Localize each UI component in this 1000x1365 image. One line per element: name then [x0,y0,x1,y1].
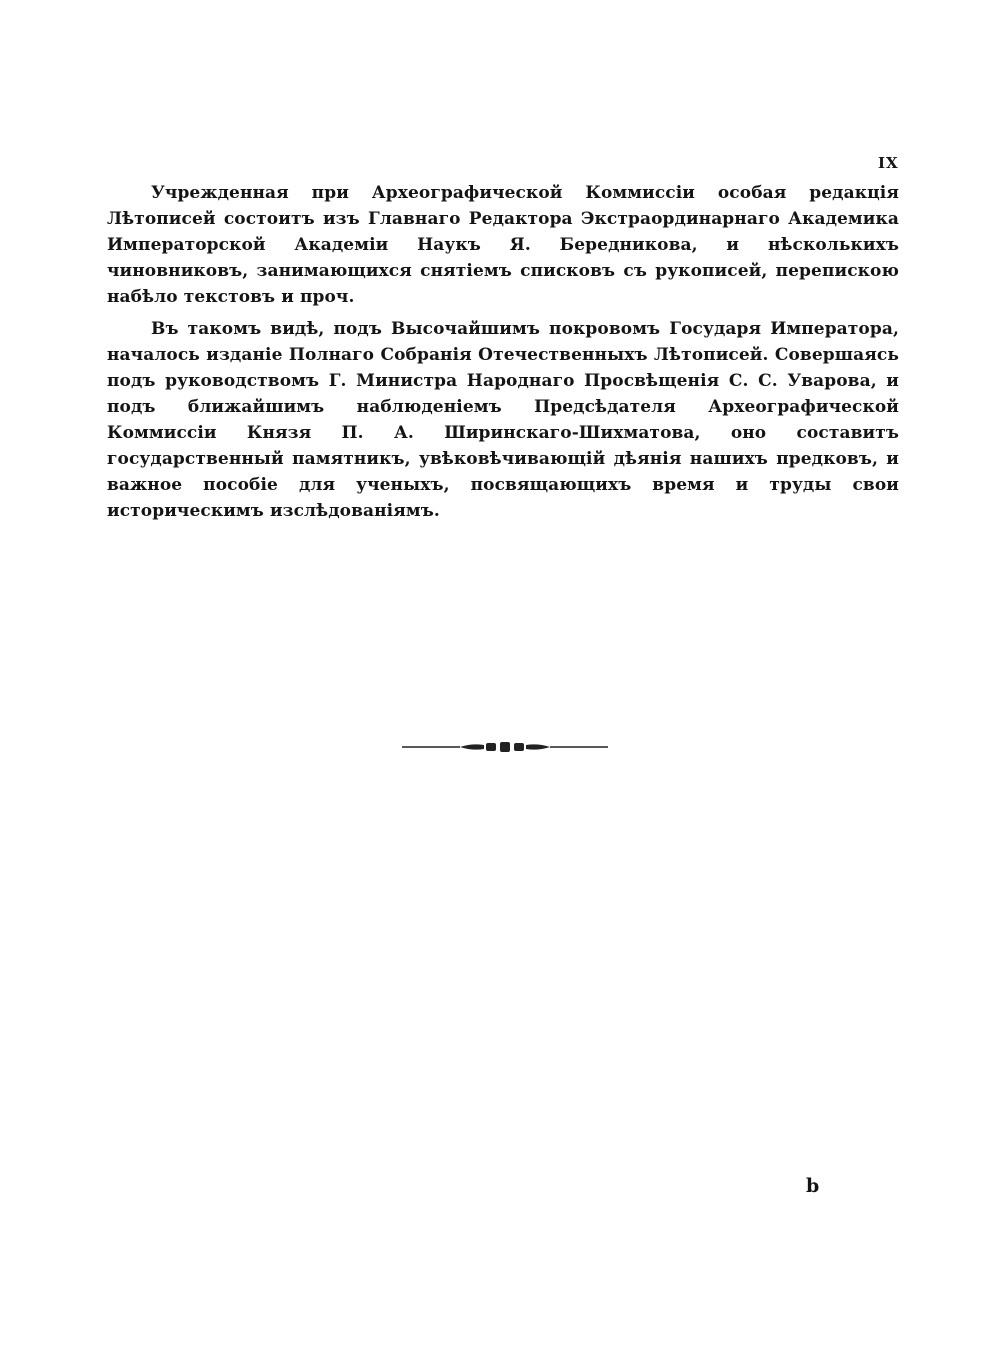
paragraph-editorial-board: Учрежденная при Археографической Коммиссіи особая редакція Лѣтописей состоитъ изъ Главнаго Редактора Экстраординарнаго Академика Императорской Академіи Наукъ Я. Бередникова, и нѣсколькихъ чиновниковъ, занимающихся снятіемъ списковъ съ рукописей, перепискою набѣло текстовъ и проч. [107,183,899,307]
page-number: IX [878,154,899,172]
signature-mark: b [806,1175,820,1197]
ornament-divider-icon [400,738,610,756]
body-text [107,180,899,530]
paragraph-publication: Въ такомъ видѣ, подъ Высочайшимъ покровомъ Государя Императора, началось изданіе Полнаго Собранія Отечественныхъ Лѣтописей. Совершаясь подъ руководствомъ Г. Министра Народнаго Просвѣщенія С. С. Уварова, и подъ ближайшимъ наблюденіемъ Предсѣдателя Археографической Коммиссіи Князя П. А. Ширинскаго-Шихматова, оно составитъ государственный памятникъ, увѣковѣчивающій дѣянія нашихъ предковъ, и важное пособіе для ученыхъ, посвящающихъ время и труды свои историческимъ изслѣдованіямъ. [107,319,899,521]
